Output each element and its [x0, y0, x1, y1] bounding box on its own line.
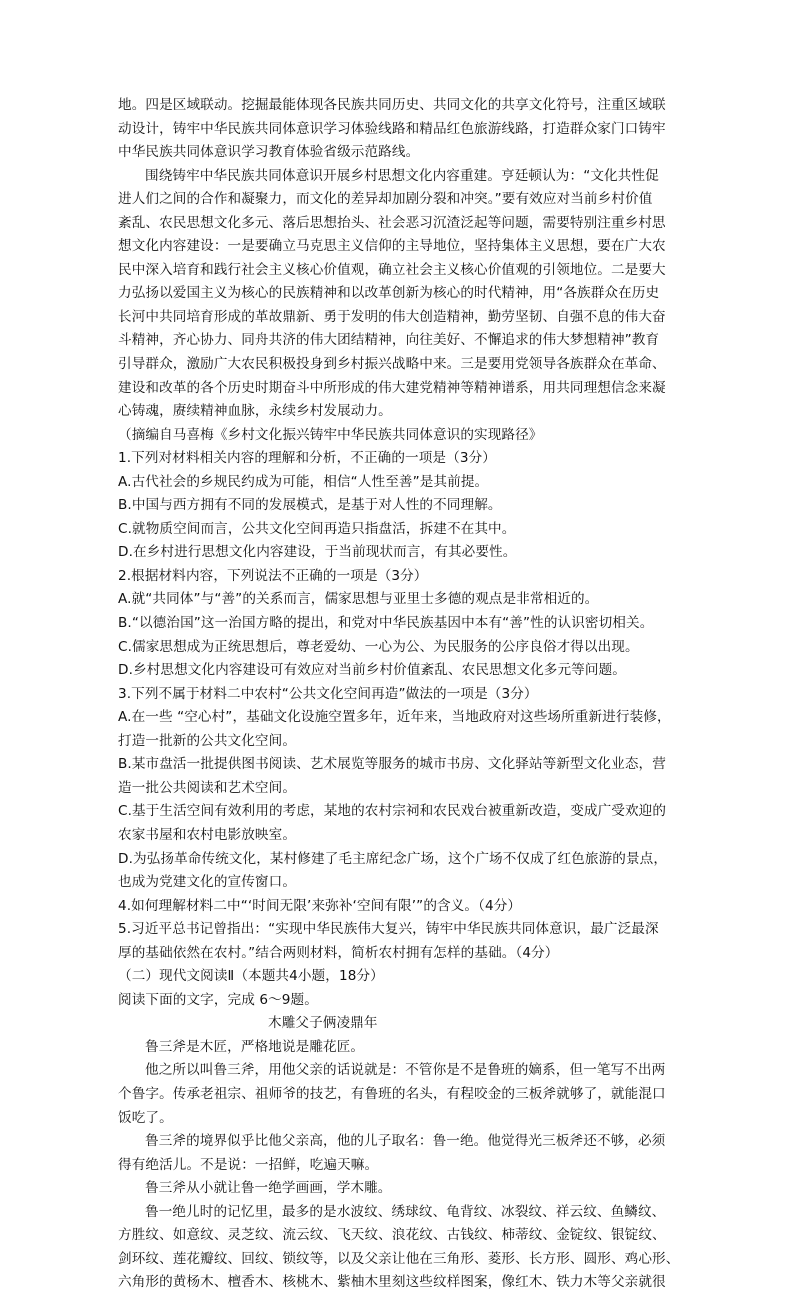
text-line: 建设和改革的各个历史时期奋斗中所形成的伟大建党精神等精神谱系，用共同理想信念来凝	[118, 379, 666, 396]
text-line: 围绕铸牢中华民族共同体意识开展乡村思想文化内容重建。亨廷顿认为：“文化共性促	[145, 167, 659, 184]
text-line: C.基于生活空间有效利用的考虑，某地的农村宗祠和农民戏台被重新改造，变成广受欢迎的	[118, 803, 667, 820]
text-line: 2.根据材料内容，下列说法不正确的一项是（3分）	[118, 567, 428, 584]
text-line: 方胜纹、如意纹、灵芝纹、流云纹、飞天纹、浪花纹、古钱纹、柿蒂纹、金锭纹、银锭纹、	[118, 1227, 666, 1244]
text-line: 他之所以叫鲁三斧，用他父亲的话说就是：不管你是不是鲁班的嫡系，但一笔写不出两	[145, 1062, 666, 1079]
text-line: （二）现代文阅读Ⅱ（本题共4小题，18分）	[118, 968, 384, 985]
text-line: 斗精神，齐心协力、同舟共济的伟大团结精神，向往美好、不懈追求的伟大梦想精神”教育	[118, 332, 660, 349]
text-line: D.乡村思想文化内容建设可有效应对当前乡村价值紊乱、农民思想文化多元等问题。	[118, 662, 626, 679]
text-line: B.某市盘活一批提供图书阅读、艺术展览等服务的城市书房、文化驿站等新型文化业态，营	[118, 756, 666, 773]
text-line: 动设计，铸牢中华民族共同体意识学习体验线路和精品红色旅游线路，打造群众家门口铸牢	[118, 120, 666, 137]
text-line: A.古代社会的乡规民约成为可能，相信“人性至善”是其前提。	[118, 473, 489, 490]
text-line: 打造一批新的公共文化空间。	[118, 732, 297, 749]
text-line: C.儒家思想成为正统思想后，尊老爱幼、一心为公、为民服务的公序良俗才得以出现。	[118, 638, 639, 655]
text-line: 4.如何理解材料二中“‘时间无限’来弥补‘空间有限’”的含义。（4分）	[118, 897, 522, 914]
text-line: 鲁一绝儿时的记忆里，最多的是水波纹、绣球纹、龟背纹、冰裂纹、祥云纹、鱼鳞纹、	[145, 1203, 666, 1220]
text-line: 5.习近平总书记曾指出：“实现中华民族伟大复兴，铸牢中华民族共同体意识，最广泛最深	[118, 921, 659, 938]
text-line: 1.下列对材料相关内容的理解和分析，不正确的一项是（3分）	[118, 450, 496, 467]
text-line: C.就物质空间而言，公共文化空间再造只指盘活，拆建不在其中。	[118, 520, 516, 537]
text-line: 饭吃了。	[118, 1109, 173, 1126]
text-line: 剑环纹、莲花瓣纹、回纹、锁纹等，以及父亲让他在三角形、菱形、长方形、圆形、鸡心形、	[118, 1250, 680, 1267]
document-page	[118, 94, 680, 1295]
text-line: 鲁三斧从小就让鲁一绝学画画，学木雕。	[145, 1180, 392, 1197]
text-line: 个鲁字。传承老祖宗、祖师爷的技艺，有鲁班的名头，有程咬金的三板斧就够了，就能混口	[118, 1085, 666, 1102]
text-line: A.就“共同体”与“善”的关系而言，儒家思想与亚里士多德的观点是非常相近的。	[118, 591, 599, 608]
text-line: 想文化内容建设：一是要确立马克思主义信仰的主导地位，坚持集体主义思想，要在广大农	[118, 238, 666, 255]
text-line: 力弘扬以爱国主义为核心的民族精神和以改革创新为核心的时代精神，用“各族群众在历史	[118, 285, 660, 302]
text-line: 六角形的黄杨木、檀香木、核桃木、紫柚木里刻这些纹样图案，像红木、铁力木等父亲就很	[118, 1274, 666, 1291]
text-line: 农家书屋和农村电影放映室。	[118, 826, 297, 843]
text-line: 鲁三斧是木匠，严格地说是雕花匠。	[145, 1038, 365, 1055]
text-line: 鲁三斧的境界似乎比他父亲高，他的儿子取名：鲁一绝。他觉得光三板斧还不够，必须	[145, 1133, 666, 1150]
text-line: 造一批公共阅读和艺术空间。	[118, 779, 297, 796]
text-line: A.在一些 “空心村”，基础文化设施空置多年，近年来，当地政府对这些场所重新进行装修，	[118, 709, 671, 726]
text-line: 3.下列不属于材料二中农村“公共文化空间再造”做法的一项是（3分）	[118, 685, 538, 702]
text-line: 民中深入培育和践行社会主义核心价值观，确立社会主义核心价值观的引领地位。二是要大	[118, 261, 666, 278]
text-line: 长河中共同培育形成的革故鼎新、勇于发明的伟大创造精神，勤劳坚韧、自强不息的伟大奋	[118, 308, 666, 325]
text-line: 中华民族共同体意识学习教育体验省级示范路线。	[118, 144, 420, 161]
text-line: B.“以德治国”这一治国方略的提出，和党对中华民族基因中本有“善”性的认识密切相关。	[118, 615, 654, 632]
text-line: 阅读下面的文字，完成 6～9题。	[118, 991, 318, 1008]
text-line: 厚的基础依然在农村。”结合两则材料，简析农村拥有怎样的基础。（4分）	[118, 944, 559, 961]
text-line: D.为弘扬革命传统文化，某村修建了毛主席纪念广场，这个广场不仅成了红色旅游的景点，	[118, 850, 668, 867]
text-line: （摘编自马喜梅《乡村文化振兴铸牢中华民族共同体意识的实现路径》	[118, 426, 543, 443]
text-line: B.中国与西方拥有不同的发展模式，是基于对人性的不同理解。	[118, 497, 502, 514]
text-line: 心铸魂，赓续精神血脉，永续乡村发展动力。	[118, 403, 392, 420]
text-line: 得有绝活儿。不是说：一招鲜，吃遍天嘛。	[118, 1156, 379, 1173]
text-line: 进人们之间的合作和凝聚力，而文化的差异却加剧分裂和冲突。”要有效应对当前乡村价值	[118, 191, 653, 208]
text-line: 木雕父子俩凌鼎年	[268, 1015, 378, 1032]
text-line: D.在乡村进行思想文化内容建设，于当前现状而言，有其必要性。	[118, 544, 517, 561]
text-line: 紊乱、农民思想文化多元、落后思想抬头、社会恶习沉渣泛起等问题，需要特别注重乡村思	[118, 214, 666, 231]
text-line: 引导群众，激励广大农民积极投身到乡村振兴战略中来。三是要用党领导各族群众在革命、	[118, 356, 666, 373]
text-line: 也成为党建文化的宣传窗口。	[118, 874, 297, 891]
text-line: 地。四是区域联动。挖掘最能体现各民族共同历史、共同文化的共享文化符号，注重区域联	[118, 97, 666, 113]
